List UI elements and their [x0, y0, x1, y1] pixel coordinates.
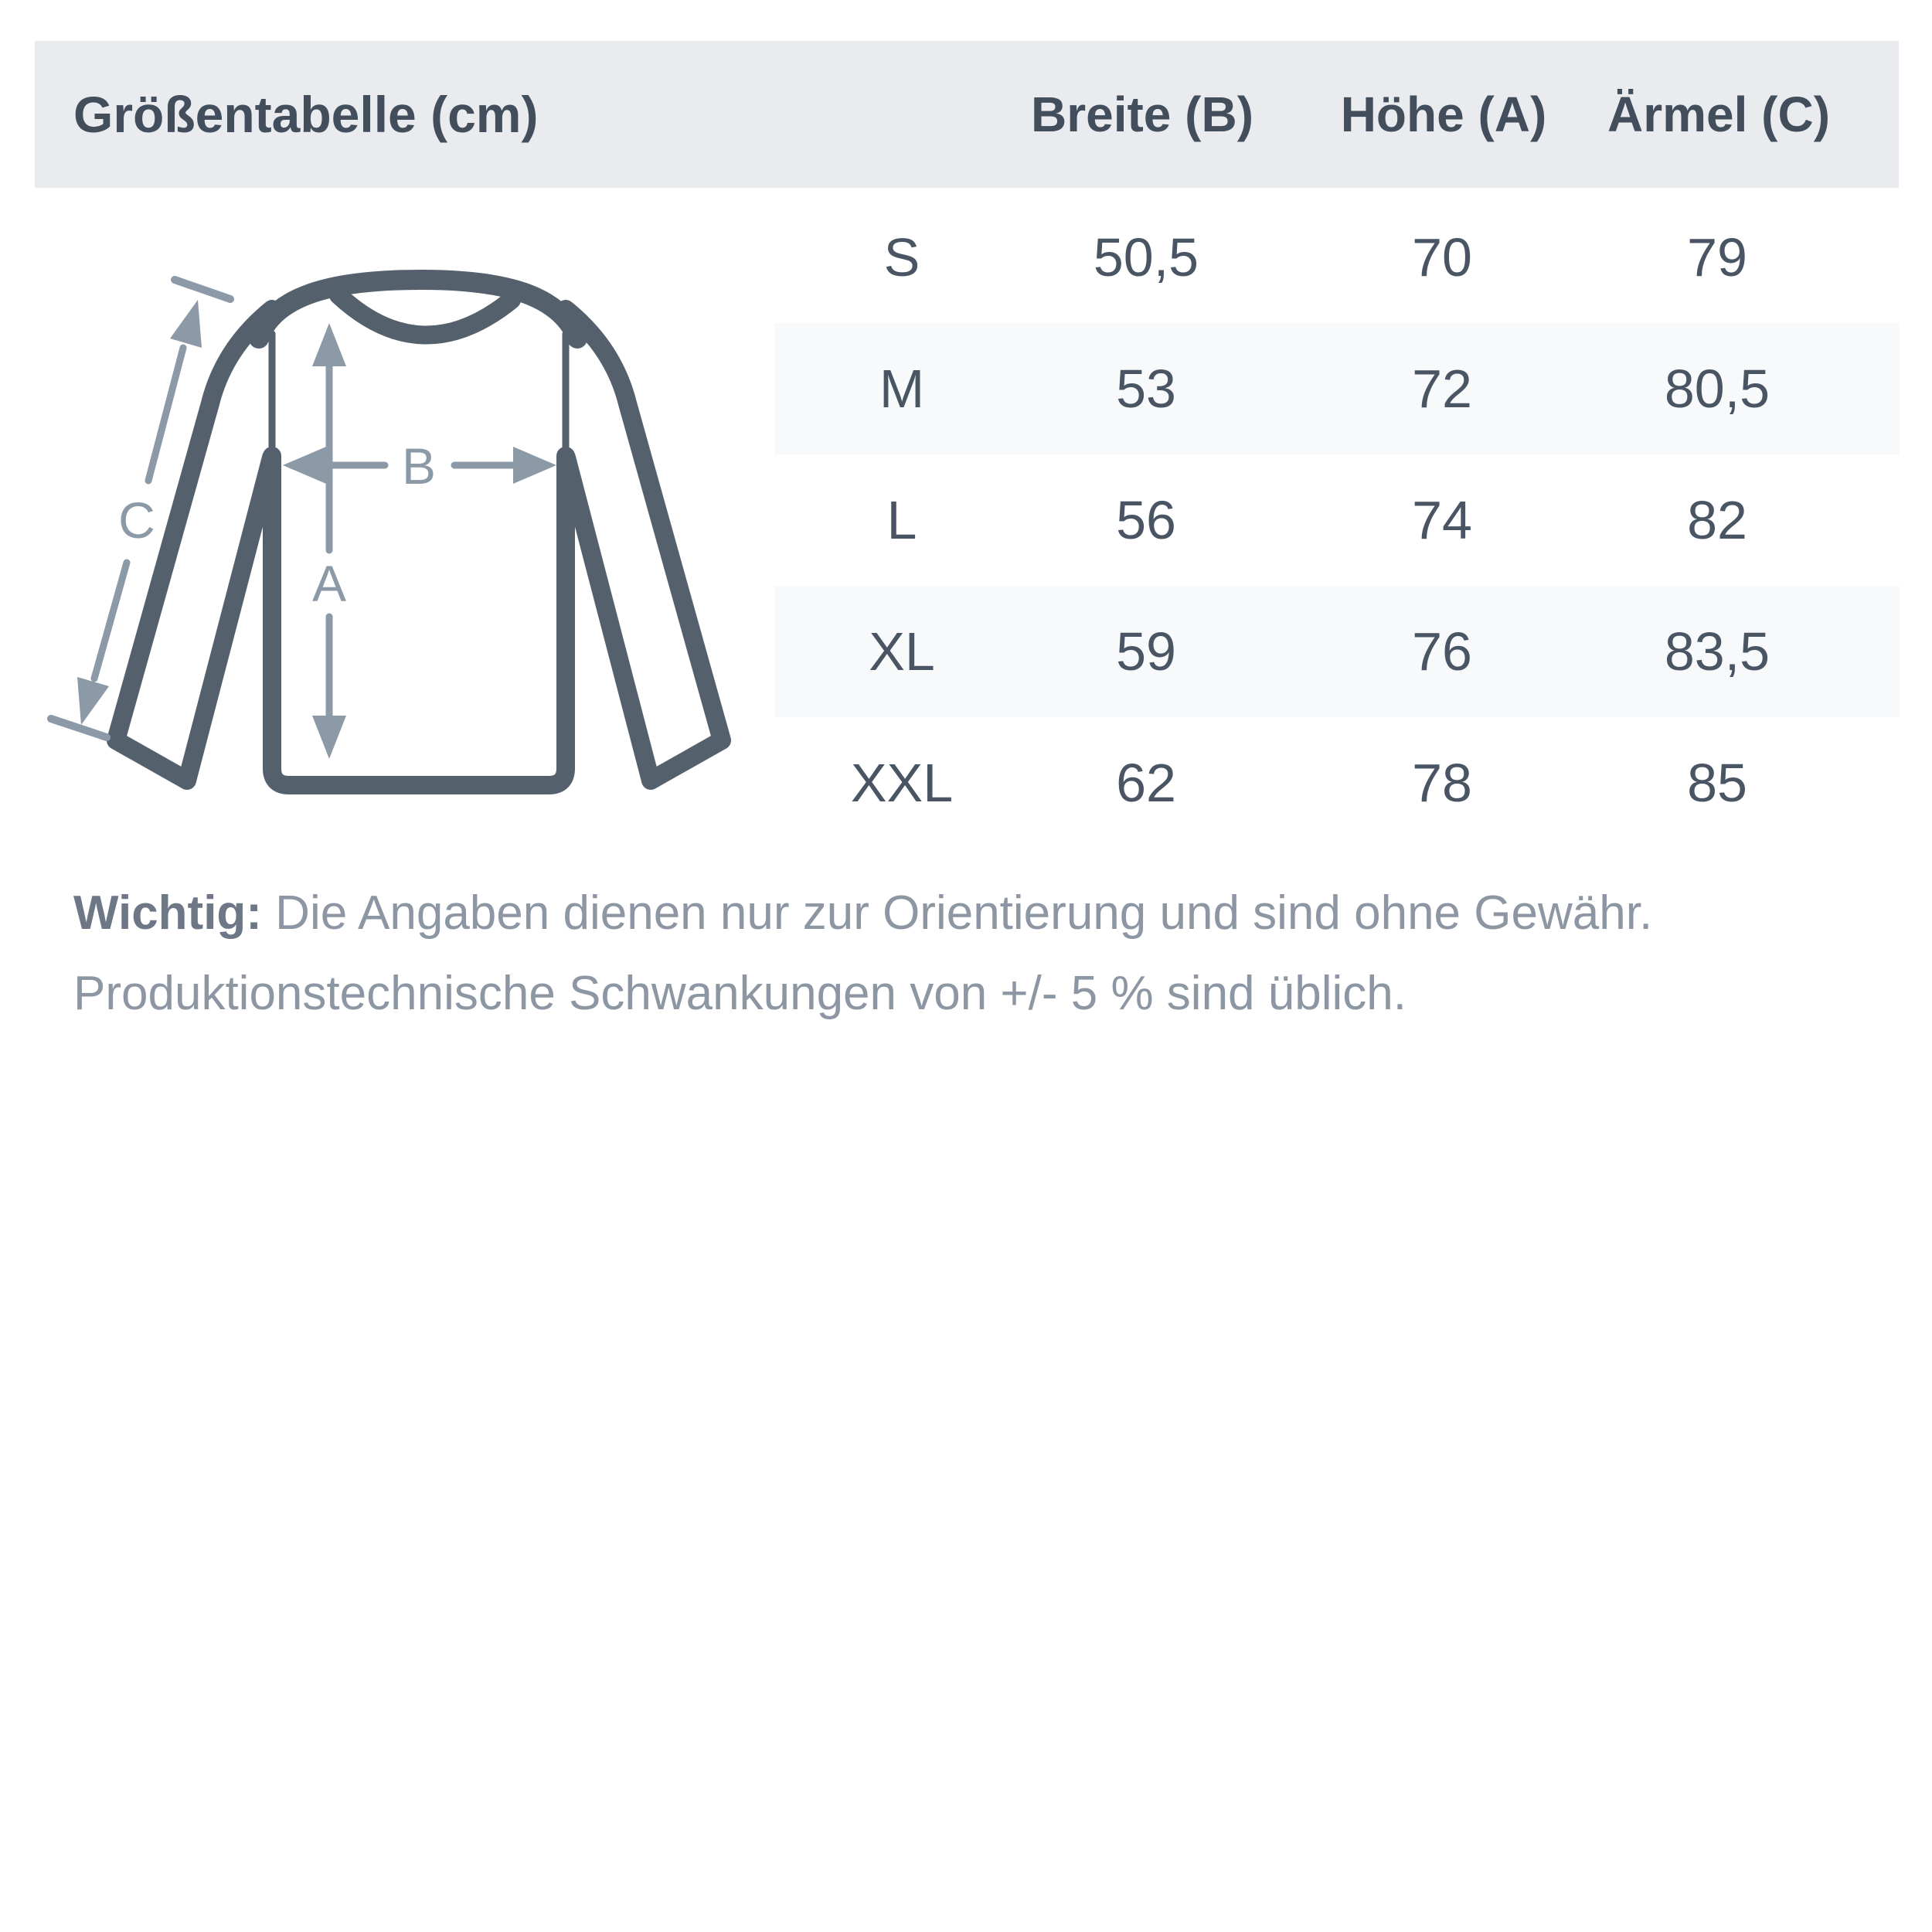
- size-label: M: [879, 359, 925, 419]
- column-header-aermel: Ärmel (C): [1607, 87, 1831, 142]
- measure-c-line-top: [148, 348, 183, 481]
- size-label: S: [883, 227, 920, 287]
- breite-value: 62: [1116, 753, 1176, 813]
- aermel-value: 82: [1687, 490, 1747, 550]
- size-label: L: [886, 490, 917, 550]
- hoehe-value: 70: [1412, 227, 1472, 287]
- hoehe-value: 74: [1412, 490, 1472, 550]
- breite-value: 50,5: [1093, 227, 1199, 287]
- measure-c-line-bottom: [94, 563, 127, 679]
- size-note: [73, 873, 1874, 1034]
- hoehe-value: 72: [1412, 359, 1472, 419]
- measure-c-tick-bottom: [51, 719, 107, 737]
- shirt-outline: [116, 280, 722, 785]
- shirt-body: [272, 456, 566, 785]
- aermel-value: 83,5: [1664, 621, 1770, 682]
- measure-label-a: A: [311, 555, 347, 612]
- page-title: Größentabelle (cm): [73, 86, 539, 143]
- note-line-2: Produktionstechnische Schwankungen von +/- 5 % sind üblich.: [73, 967, 1406, 1020]
- table-row-m: [774, 323, 1900, 454]
- arrowhead-b-right: [513, 447, 556, 484]
- breite-value: 56: [1116, 490, 1176, 550]
- shirt-collar: [338, 295, 512, 335]
- size-label: XL: [869, 621, 935, 682]
- measure-label-c: C: [118, 492, 155, 549]
- note-line-1-text: Die Angaben dienen nur zur Orientierung und sind ohne Gewähr.: [261, 886, 1653, 940]
- table-row-l: [774, 454, 1900, 586]
- hoehe-value: 78: [1412, 753, 1472, 813]
- column-header-breite: Breite (B): [1030, 87, 1254, 142]
- breite-value: 59: [1116, 621, 1176, 682]
- table-row-xl: [774, 586, 1900, 717]
- note-bold: Wichtig:: [73, 886, 262, 940]
- measure-label-b: B: [401, 437, 437, 495]
- aermel-value: 85: [1687, 753, 1747, 813]
- column-header-hoehe: Höhe (A): [1340, 87, 1547, 142]
- hoehe-value: 76: [1412, 621, 1472, 682]
- aermel-value: 79: [1687, 227, 1747, 287]
- shirt-right-sleeve: [566, 309, 722, 781]
- arrowhead-c-bottom: [77, 677, 109, 725]
- breite-value: 53: [1116, 359, 1176, 419]
- note-line-1: [73, 873, 1874, 954]
- aermel-value: 80,5: [1664, 359, 1770, 419]
- table-row-s: [774, 192, 1900, 323]
- measure-c-tick-top: [175, 280, 230, 299]
- size-label: XXL: [850, 753, 954, 813]
- size-table-header-bar: [35, 41, 1899, 188]
- arrowhead-a-top: [312, 323, 346, 366]
- arrowhead-b-left: [283, 447, 326, 484]
- arrowhead-a-bottom: [312, 716, 346, 759]
- arrowhead-c-top: [170, 300, 202, 348]
- shirt-measurement-diagram: [31, 209, 804, 850]
- table-row-xxl: [774, 717, 1900, 849]
